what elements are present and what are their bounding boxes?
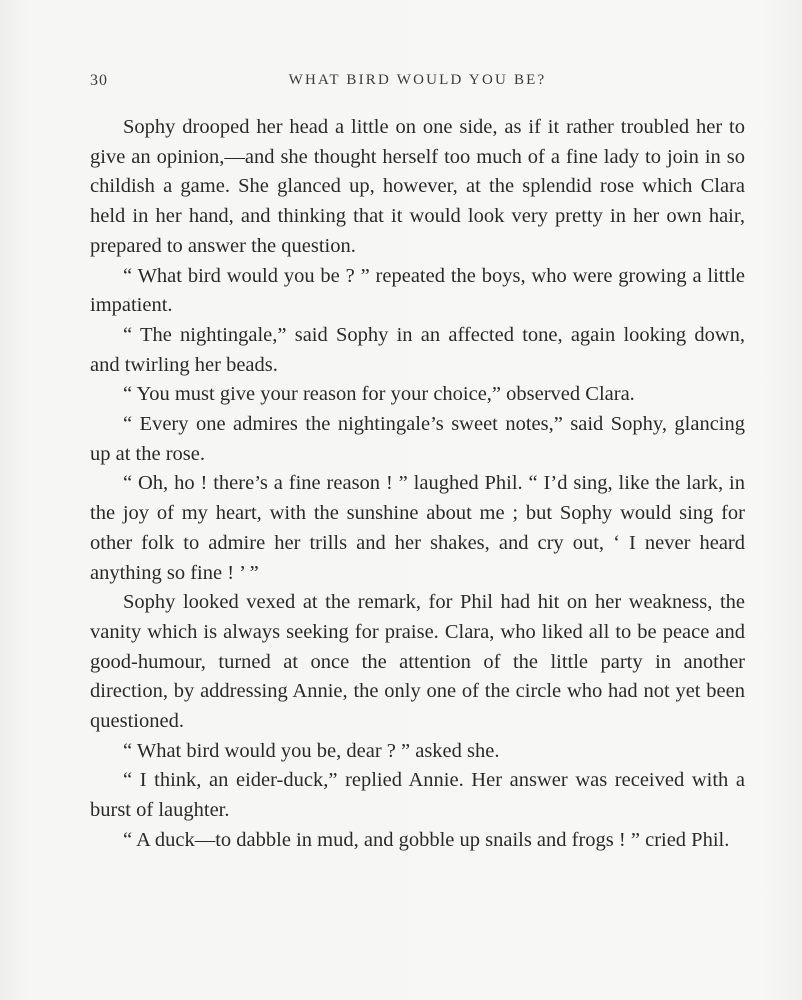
running-title: WHAT BIRD WOULD YOU BE? — [288, 72, 547, 88]
paragraph: “ The nightingale,” said Sophy in an affected tone, again looking down, and twirling her beads. — [90, 323, 745, 376]
paragraph: “ A duck—to dabble in mud, and gobble up snails and frogs ! ” cried Phil. — [123, 828, 730, 851]
paragraph: “ I think, an eider-duck,” replied Annie. Her answer was received with a burst of laughter. — [90, 769, 745, 822]
running-head — [90, 72, 745, 96]
paragraph: “ What bird would you be, dear ? ” asked she. — [123, 739, 500, 762]
page-number: 30 — [90, 72, 108, 89]
paragraph: Sophy drooped her head a little on one side, as if it rather troubled her to give an opinion,—and she thought herself too much of a fine lady to join in so childish a game. She glanced up, however, at the splendid rose which Clara held in her hand, and thinking that it would look very pretty in her own hair, prepared to answer the question. — [90, 116, 745, 257]
paragraph: “ Oh, ho ! there’s a fine reason ! ” laughed Phil. “ I’d sing, like the lark, in the joy of my heart, with the sunshine about me ; but Sophy would sing for other folk to admire her trills and her shakes, and cry out, ‘ I never heard anything so fine ! ’ ” — [90, 472, 745, 584]
paragraph: “ Every one admires the nightingale’s sweet notes,” said Sophy, glancing up at the rose. — [90, 413, 745, 465]
paragraph: Sophy looked vexed at the remark, for Phil had hit on her weakness, the vanity which is always seeking for praise. Clara, who liked all to be peace and good-humour, turned at once the attention of the little party in another direction, by addressing Annie, the only one of the circle who had not yet been questioned. — [90, 591, 745, 733]
body-text — [90, 113, 745, 856]
paragraph: “ You must give your reason for your choice,” observed Clara. — [123, 383, 635, 406]
paragraph: “ What bird would you be ? ” repeated the boys, who were growing a little impatient. — [90, 264, 745, 317]
